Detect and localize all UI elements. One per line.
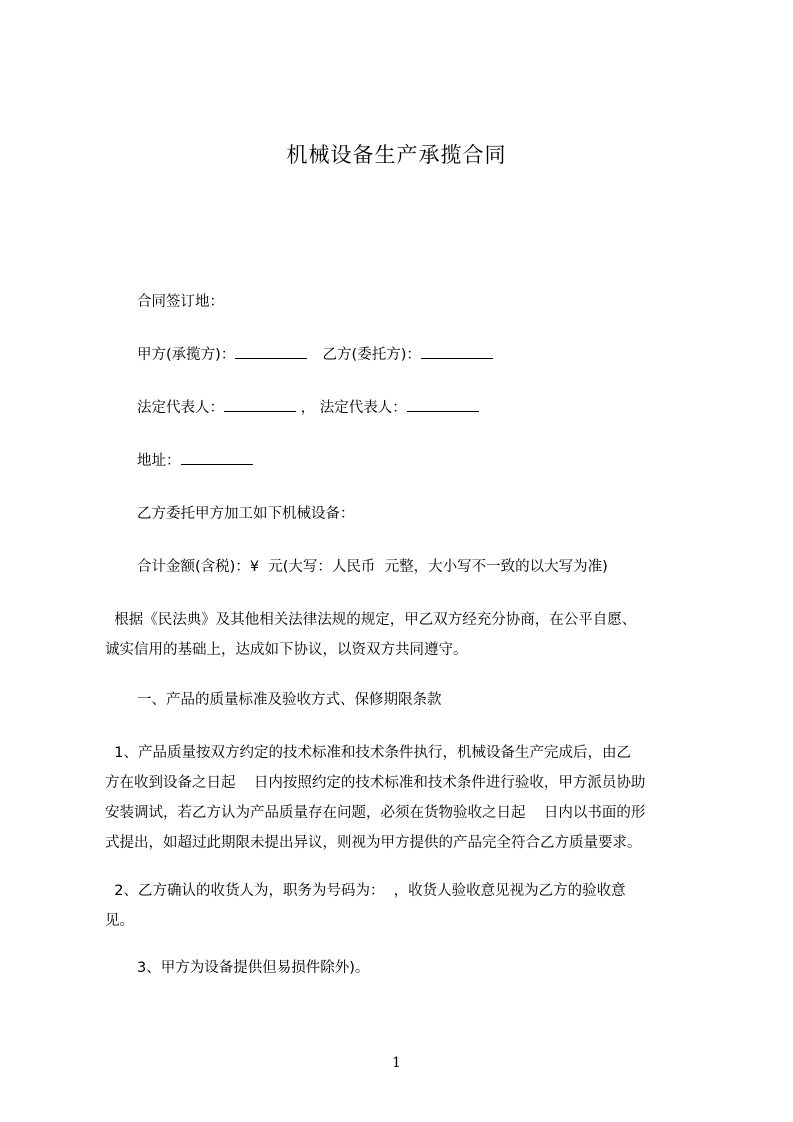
legal-rep-line bbox=[137, 397, 479, 418]
entrust-line bbox=[137, 504, 355, 524]
clause-1-line-1: 1、产品质量按双方约定的技术标准和技术条件执行，机械设备生产完成后，由乙 bbox=[105, 745, 631, 761]
sign-place-line bbox=[137, 292, 224, 312]
address-blank[interactable] bbox=[181, 450, 253, 465]
sign-place-label: 合同签订地： bbox=[137, 294, 224, 310]
parties-line bbox=[137, 344, 493, 365]
clause-2-line-2: 见。 bbox=[105, 913, 134, 929]
intro-paragraph bbox=[105, 605, 705, 665]
party-b-label: 乙方(委托方)： bbox=[322, 347, 421, 363]
intro-line-2: 诚实信用的基础上，达成如下协议，以资双方共同遵守。 bbox=[105, 642, 468, 658]
clause-2-paragraph bbox=[105, 876, 705, 936]
party-a-label: 甲方(承揽方)： bbox=[137, 347, 236, 363]
legal-rep-separator: ， bbox=[300, 400, 316, 416]
party-b-blank[interactable] bbox=[421, 344, 493, 359]
page-number: 1 bbox=[392, 1055, 401, 1071]
address-label: 地址： bbox=[137, 453, 181, 469]
legal-rep-a-label: 法定代表人： bbox=[137, 400, 224, 416]
amount-line bbox=[137, 557, 608, 577]
clause-3: 3、甲方为设备提供但易损件除外)。 bbox=[137, 960, 370, 976]
legal-rep-b-blank[interactable] bbox=[407, 397, 479, 412]
clause-1-line-3: 安装调试，若乙方认为产品质量存在问题，必须在货物验收之日起 日内以书面的形 bbox=[105, 805, 646, 821]
legal-rep-a-blank[interactable] bbox=[224, 397, 296, 412]
address-line bbox=[137, 450, 253, 471]
document-title: 机械设备生产承揽合同 bbox=[286, 143, 507, 167]
entrust-text: 乙方委托甲方加工如下机械设备： bbox=[137, 506, 355, 522]
intro-line-1: 根据《民法典》及其他相关法律法规的规定，甲乙双方经充分协商，在公平自愿、 bbox=[105, 612, 637, 628]
section-1-heading: 一、产品的质量标准及验收方式、保修期限条款 bbox=[137, 692, 442, 708]
clause-1-line-2: 方在收到设备之日起 日内按照约定的技术标准和技术条件进行验收，甲方派员协助 bbox=[105, 775, 646, 791]
clause-1-paragraph bbox=[105, 738, 705, 858]
amount-text: 合计金额(含税)：¥ 元(大写：人民币 元整，大小写不一致的以大写为准) bbox=[137, 559, 608, 575]
legal-rep-b-label: 法定代表人： bbox=[319, 400, 407, 416]
clause-2-line-1: 2、乙方确认的收货人为，职务为号码为： ，收货人验收意见视为乙方的验收意 bbox=[105, 883, 626, 899]
clause-1-line-4: 式提出，如超过此期限未提出异议，则视为甲方提供的产品完全符合乙方质量要求。 bbox=[105, 835, 642, 851]
party-a-blank[interactable] bbox=[235, 344, 307, 359]
